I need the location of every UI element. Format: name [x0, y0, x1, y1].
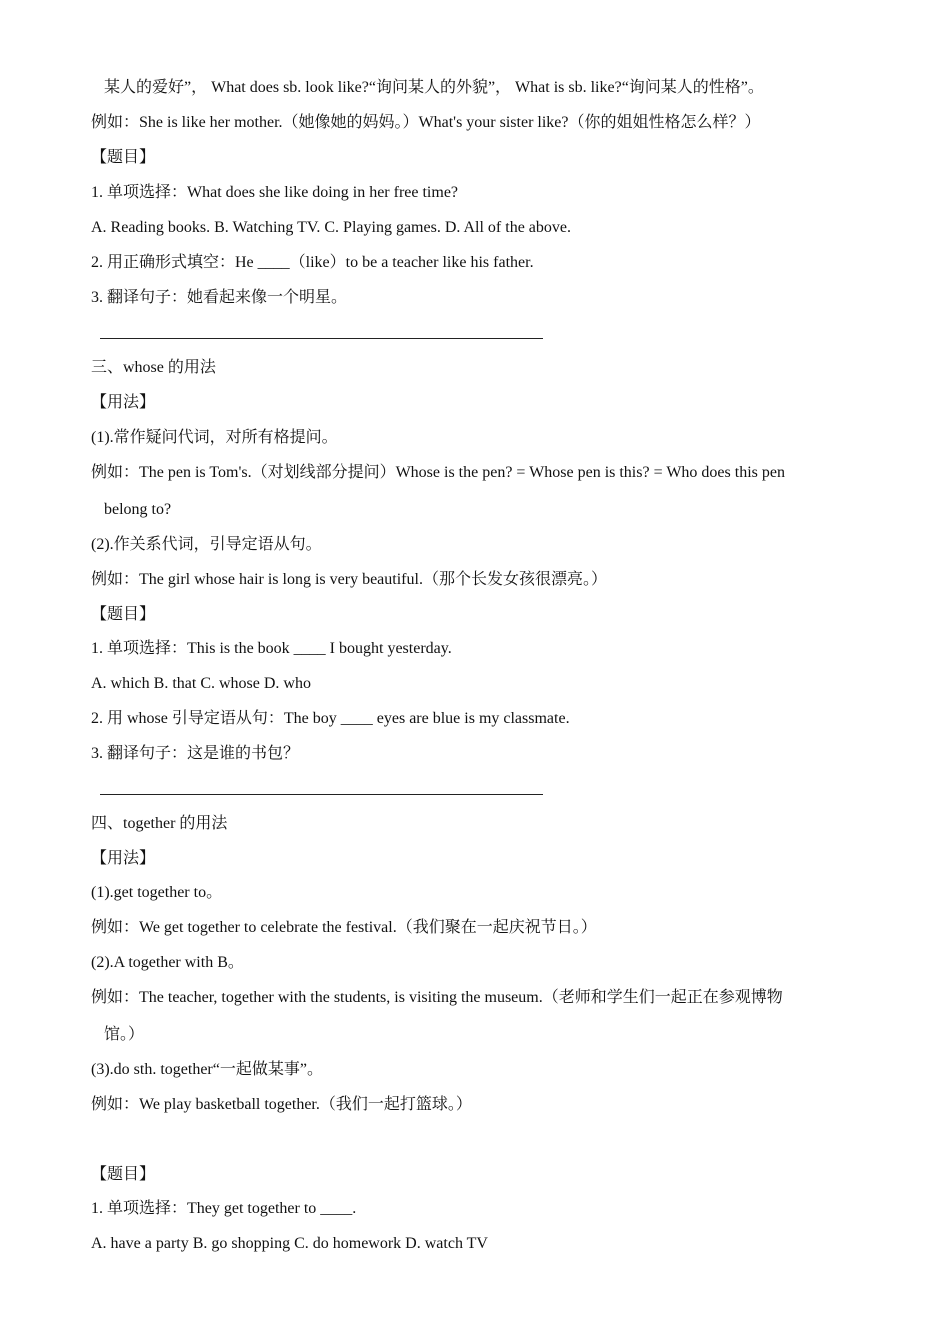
question-label: 【题目】 — [91, 149, 156, 166]
example-2: 例如：The girl whose hair is long is very beautiful.（那个长发女孩很漂亮。） — [91, 571, 607, 588]
question-1: 1. 单项选择：This is the book ____ I bought yesterday. — [91, 640, 452, 657]
question-3: 3. 翻译句子：她看起来像一个明星。 — [91, 289, 348, 306]
usage-label: 【用法】 — [91, 394, 156, 411]
question-1-options: A. which B. that C. whose D. who — [91, 675, 311, 692]
continued-text: 某人的爱好”， What does sb. look like?“询问某人的外貌”， What is sb. like?“询问某人的性格”。 — [104, 79, 764, 96]
question-label: 【题目】 — [91, 606, 156, 623]
usage-2: (2).作关系代词，引导定语从句。 — [91, 536, 322, 553]
usage-1: (1).常作疑问代词，对所有格提问。 — [91, 429, 338, 446]
example-1: 例如：The pen is Tom's.（对划线部分提问）Whose is the pen? = Whose pen is this? = Who does this pen — [91, 464, 785, 481]
answer-line — [100, 794, 543, 795]
question-2: 2. 用正确形式填空：He ____（like）to be a teacher like his father. — [91, 254, 534, 271]
example-3: 例如：We play basketball together.（我们一起打篮球。） — [91, 1096, 472, 1113]
question-1-options: A. Reading books. B. Watching TV. C. Playing games. D. All of the above. — [91, 219, 572, 236]
example-1-continued: belong to? — [104, 501, 172, 518]
question-1: 1. 单项选择：They get together to ____. — [91, 1200, 357, 1217]
example-2-continued: 馆。） — [104, 1026, 145, 1043]
example-1: 例如：We get together to celebrate the festival.（我们聚在一起庆祝节日。） — [91, 919, 597, 936]
question-label: 【题目】 — [91, 1166, 156, 1183]
answer-line — [100, 338, 543, 339]
question-1-options: A. have a party B. go shopping C. do homework D. watch TV — [91, 1235, 488, 1252]
question-3: 3. 翻译句子：这是谁的书包？ — [91, 745, 300, 762]
section-title-together: 四、together 的用法 — [91, 815, 228, 832]
example-line: 例如：She is like her mother.（她像她的妈妈。）What's your sister like?（你的姐姐性格怎么样？） — [91, 114, 761, 131]
example-2: 例如：The teacher, together with the students, is visiting the museum.（老师和学生们一起正在参观博物 — [91, 989, 783, 1006]
section-title-whose: 三、whose 的用法 — [91, 359, 216, 376]
usage-label: 【用法】 — [91, 850, 156, 867]
usage-2: (2).A together with B。 — [91, 954, 244, 971]
usage-3: (3).do sth. together“一起做某事”。 — [91, 1061, 323, 1078]
question-2: 2. 用 whose 引导定语从句：The boy ____ eyes are blue is my classmate. — [91, 710, 570, 727]
question-1: 1. 单项选择：What does she like doing in her free time? — [91, 184, 459, 201]
usage-1: (1).get together to。 — [91, 884, 223, 901]
